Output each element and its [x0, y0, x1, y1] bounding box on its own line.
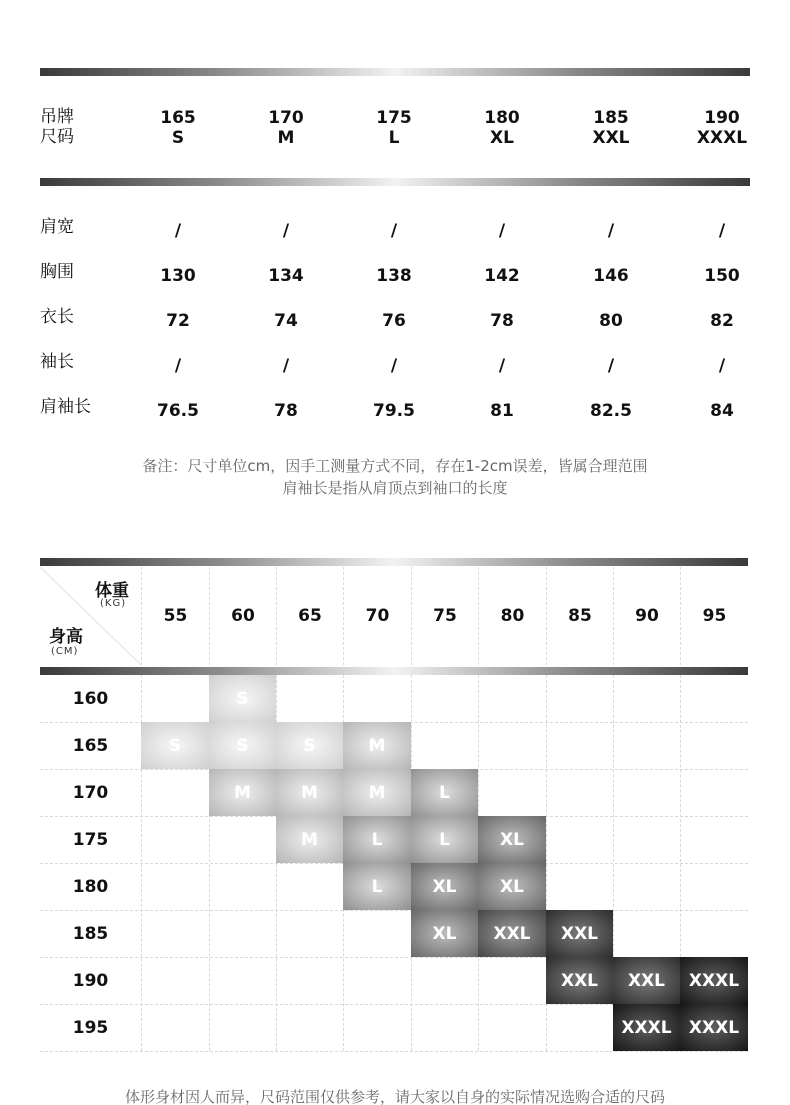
size-recommendation-cell: XXXL	[613, 1004, 680, 1051]
weight-column-header: 85	[546, 567, 613, 665]
size-recommendation-cell: XL	[478, 816, 546, 863]
tag-height-value: 175	[376, 108, 412, 128]
top-divider-bar	[40, 68, 750, 76]
size-recommendation-cell: XL	[478, 863, 546, 910]
height-row-label: 170	[72, 782, 109, 803]
size-recommendation-cell: XXXL	[680, 1004, 748, 1051]
weight-axis-unit: (KG)	[100, 598, 127, 609]
height-axis-label: 身高	[49, 627, 83, 647]
weight-column-header: 55	[141, 567, 209, 665]
measurement-value: /	[498, 221, 506, 241]
size-recommendation-cell: XL	[411, 863, 478, 910]
measurement-value: /	[390, 356, 398, 376]
measurement-value: 134	[268, 266, 304, 286]
size-recommendation-cell: XXL	[478, 910, 546, 957]
measurement-value: /	[174, 356, 182, 376]
height-row-label: 190	[72, 970, 109, 991]
height-row-label: 175	[72, 829, 109, 850]
tag-height-value: 190	[704, 108, 740, 128]
measurement-value: /	[718, 356, 726, 376]
height-row-label: 195	[72, 1017, 109, 1038]
measurement-value: 130	[160, 266, 196, 286]
note-line1: 备注：尺寸单位cm，因手工测量方式不同，存在1-2cm误差，皆属合理范围	[142, 457, 648, 475]
height-row-label: 160	[72, 688, 109, 709]
height-row-label: 185	[72, 923, 109, 944]
measurement-value: /	[718, 221, 726, 241]
size-recommendation-cell: L	[343, 863, 411, 910]
tag-height-value: 165	[160, 108, 196, 128]
measurement-value: 138	[376, 266, 412, 286]
size-recommendation-cell: XXL	[546, 957, 613, 1004]
measurement-value: 150	[704, 266, 740, 286]
size-recommendation-cell: XL	[411, 910, 478, 957]
weight-column-header: 65	[276, 567, 343, 665]
tag-height-value: 180	[484, 108, 520, 128]
size-recommendation-cell: XXL	[546, 910, 613, 957]
height-row-label: 165	[72, 735, 109, 756]
weight-column-header: 80	[478, 567, 546, 665]
size-recommendation-cell: M	[343, 769, 411, 816]
size-recommendation-cell: M	[209, 769, 276, 816]
measurement-value: 84	[710, 401, 734, 421]
measurement-label: 肩袖长	[40, 397, 91, 417]
footer-note: 体形身材因人而异，尺码范围仅供参考，请大家以自身的实际情况选购合适的尺码	[124, 1088, 665, 1105]
measurement-value: /	[607, 221, 615, 241]
measurement-value: 78	[490, 311, 514, 331]
measurement-value: 76.5	[157, 401, 199, 421]
measurement-value: 78	[274, 401, 298, 421]
measurement-label: 胸围	[40, 262, 74, 282]
measurement-value: 82	[710, 311, 734, 331]
tag-size-label	[40, 107, 74, 147]
weight-axis-label: 体重	[95, 581, 129, 601]
weight-column-header: 70	[343, 567, 411, 665]
size-recommendation-cell: XXL	[613, 957, 680, 1004]
measurement-value: /	[498, 356, 506, 376]
measurement-value: /	[174, 221, 182, 241]
size-recommendation-cell: S	[209, 722, 276, 769]
measurement-value: 82.5	[590, 401, 632, 421]
chart-header-bar	[40, 667, 748, 675]
chart-top-bar	[40, 558, 748, 566]
measurement-value: 146	[593, 266, 629, 286]
measurement-value: /	[282, 356, 290, 376]
measurement-value: 81	[490, 401, 514, 421]
header-divider-bar	[40, 178, 750, 186]
size-recommendation-cell: L	[343, 816, 411, 863]
note-line2: 肩袖长是指从肩顶点到袖口的长度	[282, 479, 508, 497]
weight-column-header: 95	[680, 567, 748, 665]
measurement-label: 袖长	[40, 352, 74, 372]
size-recommendation-cell: S	[209, 675, 276, 722]
weight-column-header: 90	[613, 567, 680, 665]
weight-column-header: 75	[411, 567, 478, 665]
measurement-label: 肩宽	[40, 217, 74, 237]
size-recommendation-cell: S	[141, 722, 209, 769]
tag-label-line1: 吊牌	[40, 107, 74, 127]
measurement-note	[0, 455, 790, 499]
size-recommendation-cell: L	[411, 769, 478, 816]
tag-size-value: XL	[490, 128, 514, 148]
size-recommendation-cell: S	[276, 722, 343, 769]
tag-size-value: XXXL	[696, 128, 748, 148]
measurement-value: 80	[599, 311, 623, 331]
measurement-label: 衣长	[40, 307, 74, 327]
height-axis-unit: (CM)	[51, 646, 79, 657]
grid-row-line	[40, 1051, 748, 1052]
tag-height-value: 170	[268, 108, 304, 128]
tag-label-line2: 尺码	[40, 127, 74, 147]
tag-height-value: 185	[593, 108, 629, 128]
size-recommendation-cell: M	[343, 722, 411, 769]
weight-column-header: 60	[209, 567, 276, 665]
tag-size-value: XXL	[592, 128, 630, 148]
size-recommendation-cell: XXXL	[680, 957, 748, 1004]
grid-row-line	[40, 910, 748, 911]
tag-size-value: L	[388, 128, 400, 148]
height-row-label: 180	[72, 876, 109, 897]
size-recommendation-cell: L	[411, 816, 478, 863]
measurement-value: 142	[484, 266, 520, 286]
measurement-value: /	[282, 221, 290, 241]
measurement-value: /	[390, 221, 398, 241]
measurement-value: /	[607, 356, 615, 376]
measurement-value: 72	[166, 311, 190, 331]
size-recommendation-cell: M	[276, 816, 343, 863]
measurement-value: 79.5	[373, 401, 415, 421]
size-recommendation-cell: M	[276, 769, 343, 816]
measurement-value: 76	[382, 311, 406, 331]
tag-size-value: S	[171, 128, 185, 148]
tag-size-value: M	[277, 128, 295, 148]
measurement-value: 74	[274, 311, 298, 331]
